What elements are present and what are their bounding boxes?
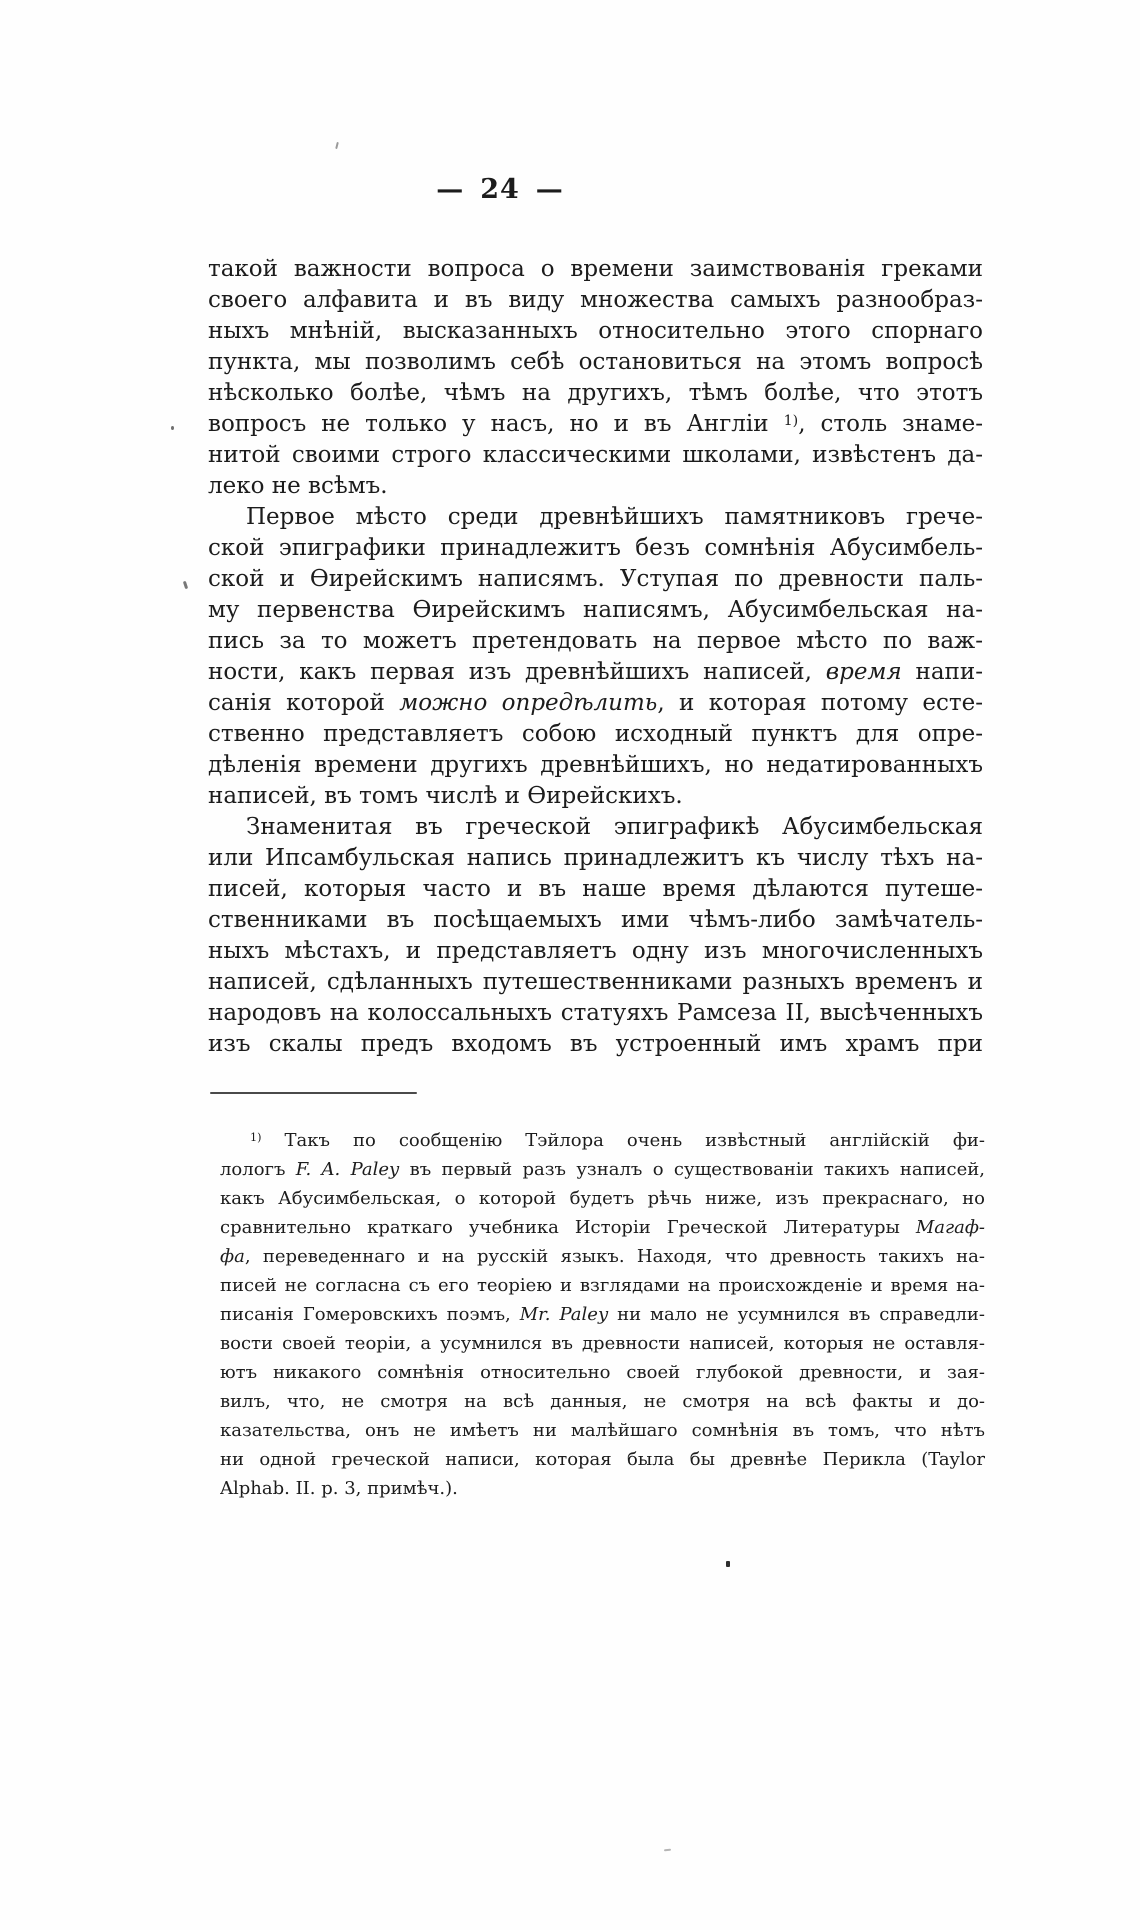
text-line: писанія Гомеровскихъ поэмъ, Mr. Paley ни мало не усумнился въ справедли- — [220, 1304, 985, 1325]
text-line: писей, которыя часто и въ наше время дѣлаются путеше- — [208, 876, 983, 902]
text-line: вопросъ не только у насъ, но и въ Англіи $^{1)}$, столь знаме- — [208, 411, 983, 437]
text-line: ныхъ мѣстахъ, и представляетъ одну изъ многочисленныхъ — [208, 938, 983, 964]
text-line: изъ скалы предъ входомъ въ устроенный имъ храмъ при — [208, 1031, 983, 1057]
text-line: $^{1)}$ Такъ по сообщенію Тэйлора очень извѣстный англійскій фи- — [250, 1130, 985, 1151]
header-dash-left: — — [436, 174, 465, 205]
ink-speck — [664, 1849, 671, 1852]
text-line: ской эпиграфики принадлежитъ безъ сомнѣнія Абусимбель- — [208, 535, 983, 561]
text-line: написей, въ томъ числѣ и Ѳирейскихъ. — [208, 783, 683, 809]
text-line: лологъ F. A. Paley въ первый разъ узналъ о существованіи такихъ написей, — [220, 1159, 985, 1180]
footnote-rule — [210, 1092, 417, 1094]
text-line: ственно представляетъ собою исходный пунктъ для опре- — [208, 721, 983, 747]
page-number: 24 — [480, 174, 520, 205]
text-line: фа, переведеннаго и на русскій языкъ. Находя, что древность такихъ на- — [220, 1246, 985, 1267]
footnote-text — [220, 1126, 985, 1503]
text-line: нитой своими строго классическими школами, извѣстенъ да- — [208, 442, 983, 468]
text-line: вилъ, что, не смотря на всѣ данныя, не смотря на всѣ факты и до- — [220, 1391, 985, 1412]
text-line: нѣсколько болѣе, чѣмъ на другихъ, тѣмъ болѣе, что этотъ — [208, 380, 983, 406]
text-line: пункта, мы позволимъ себѣ остановиться на этомъ вопросѣ — [208, 349, 983, 375]
ink-speck — [183, 581, 188, 590]
text-line: ской и Ѳирейскимъ написямъ. Уступая по древности паль- — [208, 566, 983, 592]
text-line: какъ Абусимбельская, о которой будетъ рѣчь ниже, изъ прекраснаго, но — [220, 1188, 985, 1209]
text-line: ни одной греческой написи, которая была бы древнѣе Перикла (Taylor — [220, 1449, 985, 1470]
header-dash-right: — — [535, 174, 564, 205]
text-line: написей, сдѣланныхъ путешественниками разныхъ временъ и — [208, 969, 983, 995]
text-line: ности, какъ первая изъ древнѣйшихъ написей, время напи- — [208, 659, 983, 685]
text-line: сравнительно краткаго учебника Исторіи Греческой Литературы Магаф- — [220, 1217, 985, 1238]
text-line: Alphab. II. p. 3, примѣч.). — [220, 1478, 458, 1499]
text-line: санія которой можно опредѣлить, и которая потому есте- — [208, 690, 983, 716]
text-line: или Ипсамбульская напись принадлежитъ къ числу тѣхъ на- — [208, 845, 983, 871]
ink-speck — [335, 142, 339, 149]
text-line: народовъ на колоссальныхъ статуяхъ Рамсеза II, высѣченныхъ — [208, 1000, 983, 1026]
text-line: ютъ никакого сомнѣнія относительно своей глубокой древности, и зая- — [220, 1362, 985, 1383]
text-line: му первенства Ѳирейскимъ написямъ, Абусимбельская на- — [208, 597, 983, 623]
text-line: дѣленія времени другихъ древнѣйшихъ, но недатированныхъ — [208, 752, 983, 778]
text-line: Знаменитая въ греческой эпиграфикѣ Абусимбельская — [246, 814, 983, 840]
text-line: пись за то можетъ претендовать на первое мѣсто по важ- — [208, 628, 983, 654]
text-line: такой важности вопроса о времени заимствованія греками — [208, 256, 983, 282]
text-line: Первое мѣсто среди древнѣйшихъ памятниковъ грече- — [246, 504, 983, 530]
page-header — [436, 174, 564, 205]
text-line: писей не согласна съ его теоріею и взглядами на происхожденіе и время на- — [220, 1275, 985, 1296]
ink-speck — [726, 1561, 730, 1567]
main-text — [208, 254, 983, 1060]
text-line: ныхъ мнѣній, высказанныхъ относительно этого спорнаго — [208, 318, 983, 344]
text-line: леко не всѣмъ. — [208, 473, 388, 499]
text-line: вости своей теоріи, а усумнился въ древности написей, которыя не оставля- — [220, 1333, 985, 1354]
text-line: ственниками въ посѣщаемыхъ ими чѣмъ-либо замѣчатель- — [208, 907, 983, 933]
ink-speck — [171, 426, 174, 430]
text-line: своего алфавита и въ виду множества самыхъ разнообраз- — [208, 287, 983, 313]
text-line: казательства, онъ не имѣетъ ни малѣйшаго сомнѣнія въ томъ, что нѣтъ — [220, 1420, 985, 1441]
